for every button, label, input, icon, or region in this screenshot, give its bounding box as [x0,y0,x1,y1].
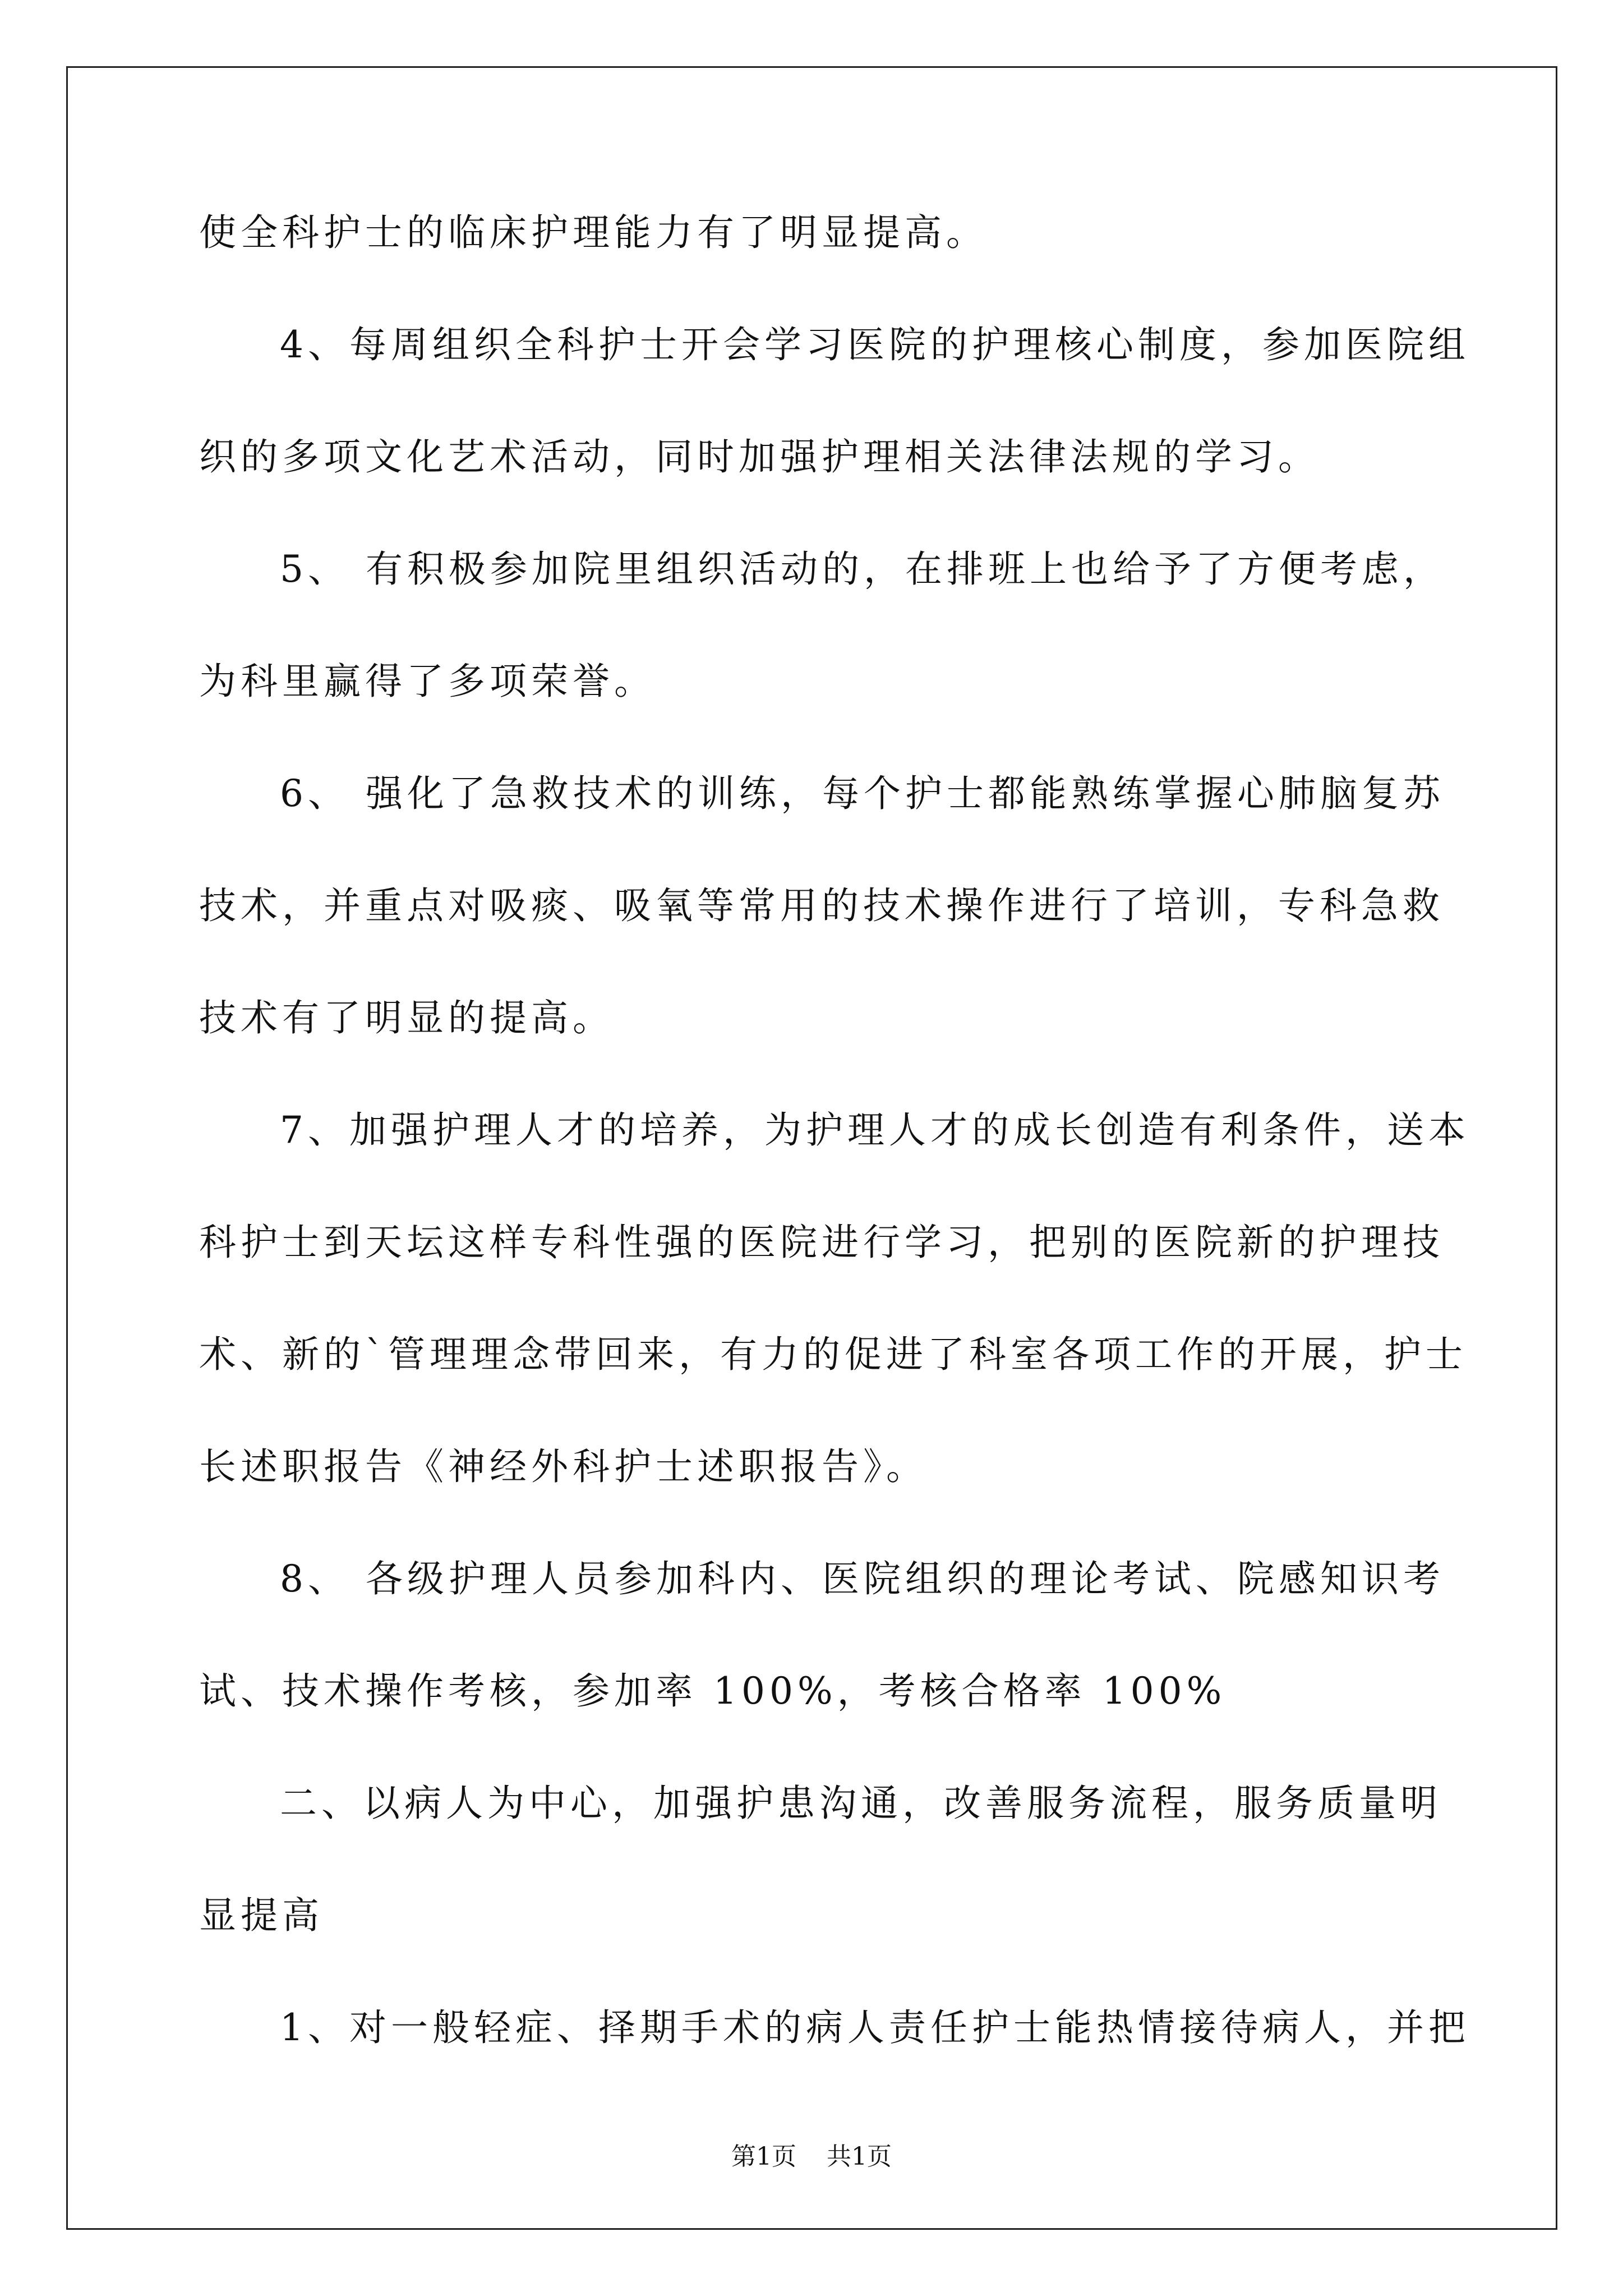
section-heading-line: 显提高 [199,1894,324,1937]
text-line: 长述职报告《神经外科护士述职报告》。 [199,1445,928,1488]
text-line: 科护士到天坛这样专科性强的医院进行学习，把别的医院新的护理技 [199,1221,1444,1264]
text-line: 织的多项文化艺术活动，同时加强护理相关法律法规的学习。 [199,435,1320,478]
text-line: 术、新的`管理理念带回来，有力的促进了科室各项工作的开展，护士 [199,1333,1467,1376]
page-number: 第1页 [731,2142,796,2171]
text-line: 为科里赢得了多项荣誉。 [199,660,656,703]
paragraph-line: 5、 有积极参加院里组织活动的，在排班上也给予了方便考虑， [280,547,1445,591]
total-pages: 共1页 [827,2142,892,2171]
page-footer [0,2140,1623,2174]
paragraph-line: 1、对一般轻症、择期手术的病人责任护士能热情接待病人，并把 [280,2006,1470,2049]
paragraph-line: 6、 强化了急救技术的训练，每个护士都能熟练掌握心肺脑复苏 [280,772,1445,815]
text-line: 使全科护士的临床护理能力有了明显提高。 [199,211,988,254]
paragraph-line: 7、加强护理人才的培养，为护理人才的成长创造有利条件，送本 [280,1108,1470,1152]
text-line: 技术有了明显的提高。 [199,996,614,1039]
section-heading-line: 二、以病人为中心，加强护患沟通，改善服务流程，服务质量明 [280,1782,1442,1825]
paragraph-line: 4、每周组织全科护士开会学习医院的护理核心制度，参加医院组 [280,323,1470,366]
text-line: 试、技术操作考核，参加率 100%，考核合格率 100% [199,1669,1227,1713]
text-line: 技术，并重点对吸痰、吸氧等常用的技术操作进行了培训，专科急救 [199,884,1444,927]
paragraph-line: 8、 各级护理人员参加科内、医院组织的理论考试、院感知识考 [280,1557,1445,1600]
